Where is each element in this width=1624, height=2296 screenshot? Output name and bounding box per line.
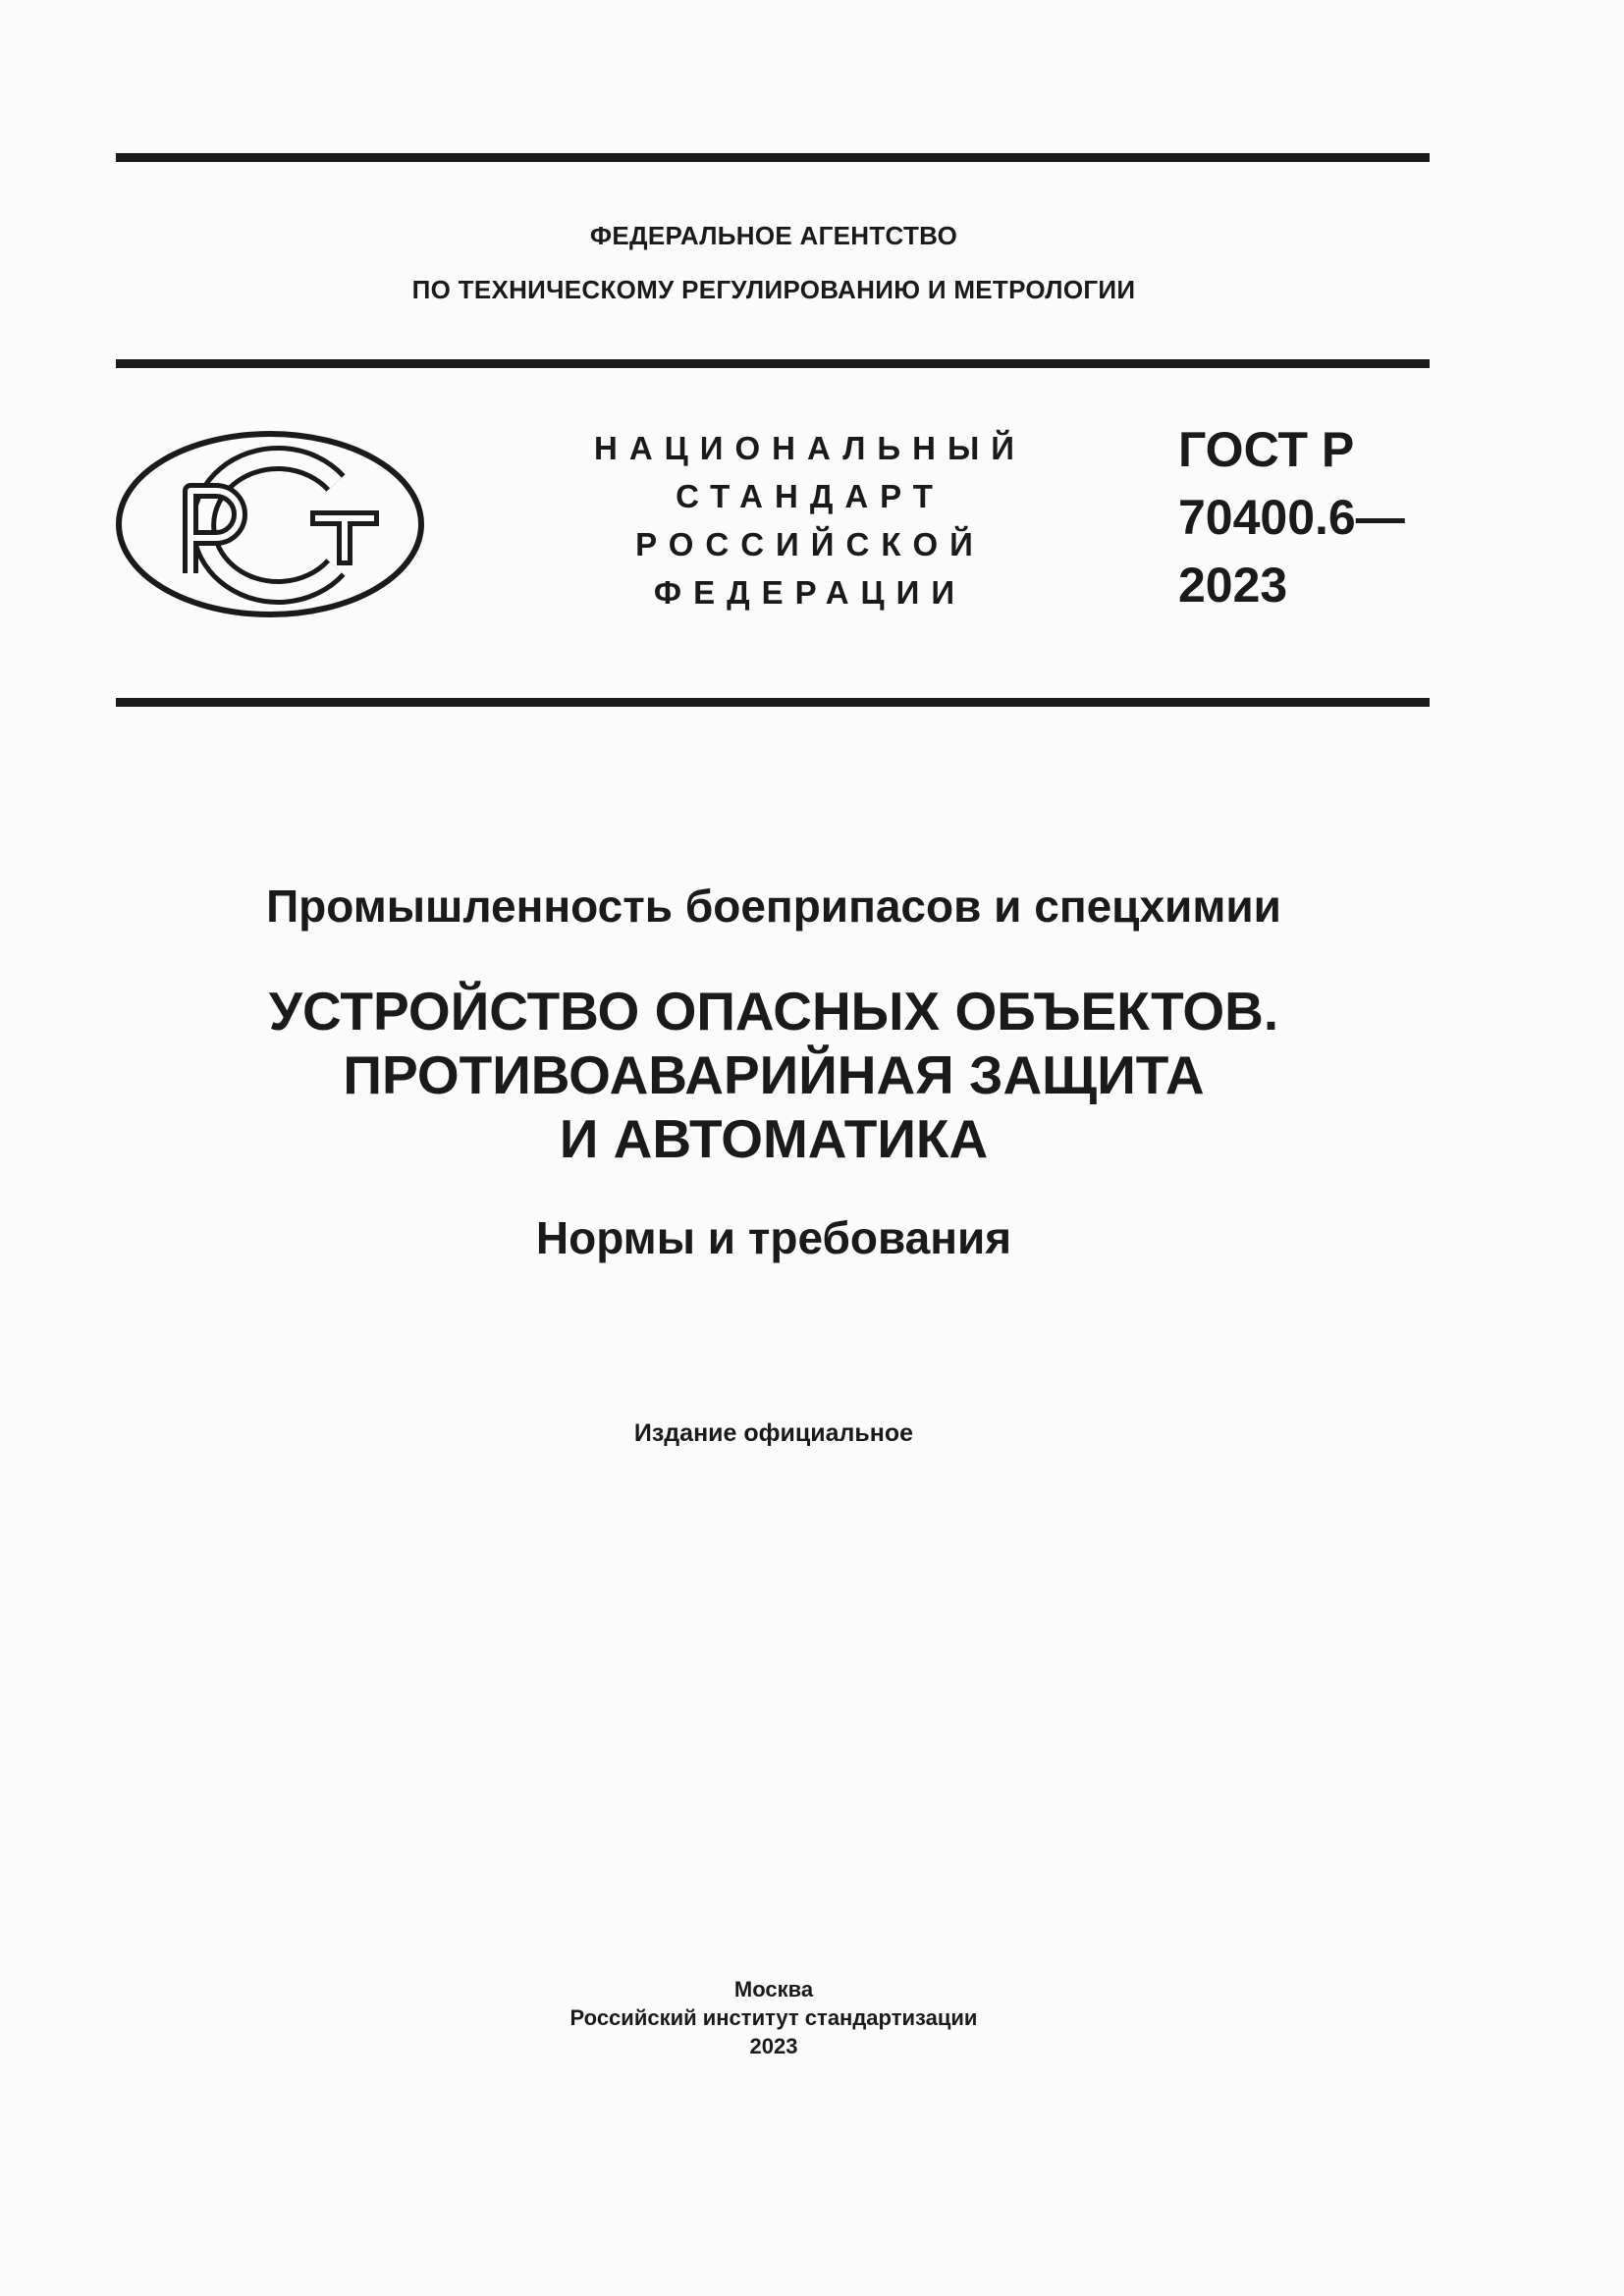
header-divider-rule xyxy=(116,359,1430,368)
masthead-bottom-rule xyxy=(116,698,1430,707)
main-title-line-2: ПРОТИВОАВАРИЙНАЯ ЗАЩИТА xyxy=(343,1044,1205,1105)
standard-type-line-3: РОССИЙСКОЙ xyxy=(635,526,985,562)
standard-type-line-2: СТАНДАРТ xyxy=(676,478,945,514)
main-title-line-3: И АВТОМАТИКА xyxy=(559,1108,989,1169)
imprint-publisher: Российский институт стандартизации xyxy=(569,2005,978,2030)
imprint xyxy=(0,1975,1547,2060)
main-title-line-1: УСТРОЙСТВО ОПАСНЫХ ОБЪЕКТОВ. xyxy=(268,981,1279,1041)
agency-name-line-2: ПО ТЕХНИЧЕСКОМУ РЕГУЛИРОВАНИЮ И МЕТРОЛОГИИ xyxy=(411,275,1136,304)
subtitle: Нормы и требования xyxy=(535,1212,1012,1263)
designation-line-1: ГОСТ Р xyxy=(1178,422,1355,477)
standard-type xyxy=(550,424,1070,616)
rst-certification-mark-icon xyxy=(114,426,428,622)
series-title: Промышленность боеприпасов и спецхимии xyxy=(266,881,1281,932)
standard-type-line-4: ФЕДЕРАЦИИ xyxy=(653,574,967,611)
standard-designation xyxy=(1178,416,1405,619)
designation-line-2: 70400.6— xyxy=(1178,490,1405,545)
agency-name-line-1: ФЕДЕРАЛЬНОЕ АГЕНТСТВО xyxy=(589,221,958,250)
imprint-city: Москва xyxy=(733,1977,814,2002)
edition-note: Издание официальное xyxy=(633,1419,914,1447)
designation-line-3: 2023 xyxy=(1178,558,1288,613)
top-rule xyxy=(116,153,1430,162)
main-title xyxy=(0,980,1547,1171)
standard-type-line-1: НАЦИОНАЛЬНЫЙ xyxy=(594,430,1026,466)
imprint-year: 2023 xyxy=(749,2034,798,2058)
